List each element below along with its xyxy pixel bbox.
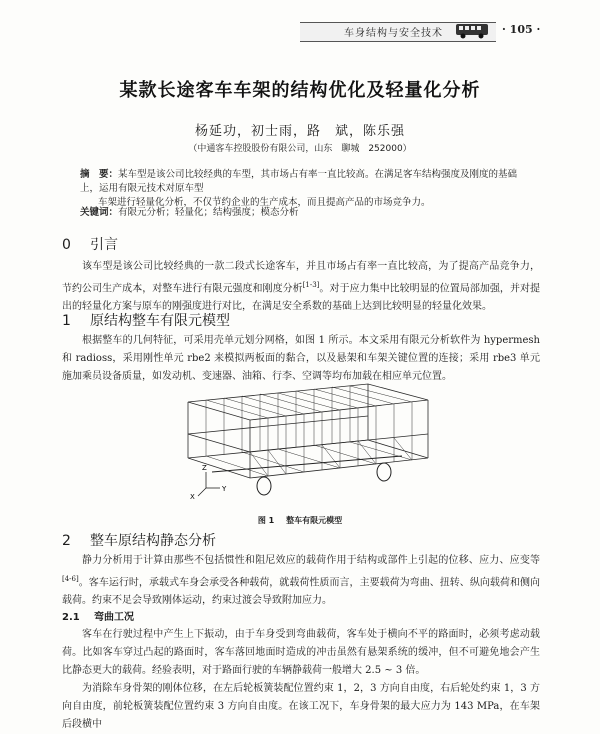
axis-x-label: X <box>190 493 195 500</box>
abstract-line-1: 某车型是该公司比较经典的车型，其市场占有率一直比较高。在满足客车结构强度及刚度的基础上，运用有限元技术对原车型 <box>80 169 518 194</box>
axis-y-label: Y <box>222 485 227 493</box>
page-number: · 105 · <box>502 23 541 36</box>
fe-model-figure <box>172 376 438 500</box>
paper-title: 某款长途客车车架的结构优化及轻量化分析 <box>119 80 481 101</box>
subsection-paragraph-2: 为消除车身骨架的刚体位移，在左后轮板簧装配位置约束 1，2，3 方向自由度，右后轮处约束 1，3 方向自由度，前轮板簧装配位置约束 3 方向自由度。在该工况下，车身骨架的最大应力为 143 MPa，在车架后段横中 <box>62 683 540 730</box>
keywords-label: 关键词： <box>80 207 119 218</box>
abstract-label: 摘 要： <box>80 169 119 180</box>
paper-authors: 杨延功，初士雨，路 斌，陈乐强 <box>194 124 405 139</box>
subsection-heading-2-1: 2.1 弯曲工况 <box>62 612 134 623</box>
keywords <box>80 204 520 218</box>
section-2-paragraph: 静力分析用于计算由那些不包括惯性和阻尼效应的载荷作用于结构或部件上引起的位移、应力、应变等[4-6]。客车运行时，承载式车身会承受各种载荷，就载荷性质而言，主要载荷为弯曲、扭转、纵向载荷和侧向载荷。约束不足会导致刚体运动，约束过渡会导致附加应力。 <box>62 555 540 607</box>
abstract-line-2: 车架进行轻量化分析，不仅节约企业的生产成本，而且提高产品的市场竞争力。 <box>98 197 431 208</box>
section-0-paragraph: 该车型是该公司比较经典的一款二段式长途客车，并且市场占有率一直比较高，为了提高产品竞争力，节约公司生产成本，对整车进行有限元强度和刚度分析[1-3]。对于应力集中比较明显的位置局部加强，并对提出的轻量化方案与原车的刚强度进行对比，在满足安全系数的基础上达到比较明显的轻量化效果。 <box>62 261 541 313</box>
figure-caption: 图 1 整车有限元模型 <box>257 516 343 525</box>
citation: [1-3] <box>302 281 320 289</box>
author-affiliation: （中通客车控股股份有限公司，山东 聊城 252000） <box>188 144 412 154</box>
running-header <box>0 18 600 44</box>
bus-logo-icon <box>454 19 492 41</box>
journal-name: 车身结构与安全技术 <box>344 28 443 39</box>
section-heading-2: 2 整车原结构静态分析 <box>62 533 216 549</box>
section-heading-0: 0 引言 <box>62 237 118 253</box>
citation: [4-6] <box>62 575 79 583</box>
section-heading-1: 1 原结构整车有限元模型 <box>62 313 230 329</box>
section-1-paragraph: 根据整车的几何特征，可采用壳单元划分网格，如图 1 所示。本文采用有限元分析软件为 hypermesh 和 radioss，采用刚性单元 rbe2 来模拟两板面的黏合，以及悬架和车架关键位置的连接；采用 rbe3 单元施加乘员设备质量，如发动机、变速器、油箱、行李、空调等均布加载在相应单元位置。 <box>62 335 540 382</box>
subsection-paragraph-1: 客车在行驶过程中产生上下振动，由于车身受到弯曲载荷，客车处于横向不平的路面时，必须考虑动载荷。比如客车穿过凸起的路面时，客车落回地面时造成的冲击虽然有悬架系统的缓冲，但不可避免地会产生比静态更大的载荷。经验表明，对于路面行驶的车辆静载荷一般增大 2.5 ~ 3 倍。 <box>62 629 540 676</box>
keywords-text: 有限元分析；轻量化；结构强度；模态分析 <box>118 207 299 218</box>
axis-z-label: Z <box>202 464 207 472</box>
